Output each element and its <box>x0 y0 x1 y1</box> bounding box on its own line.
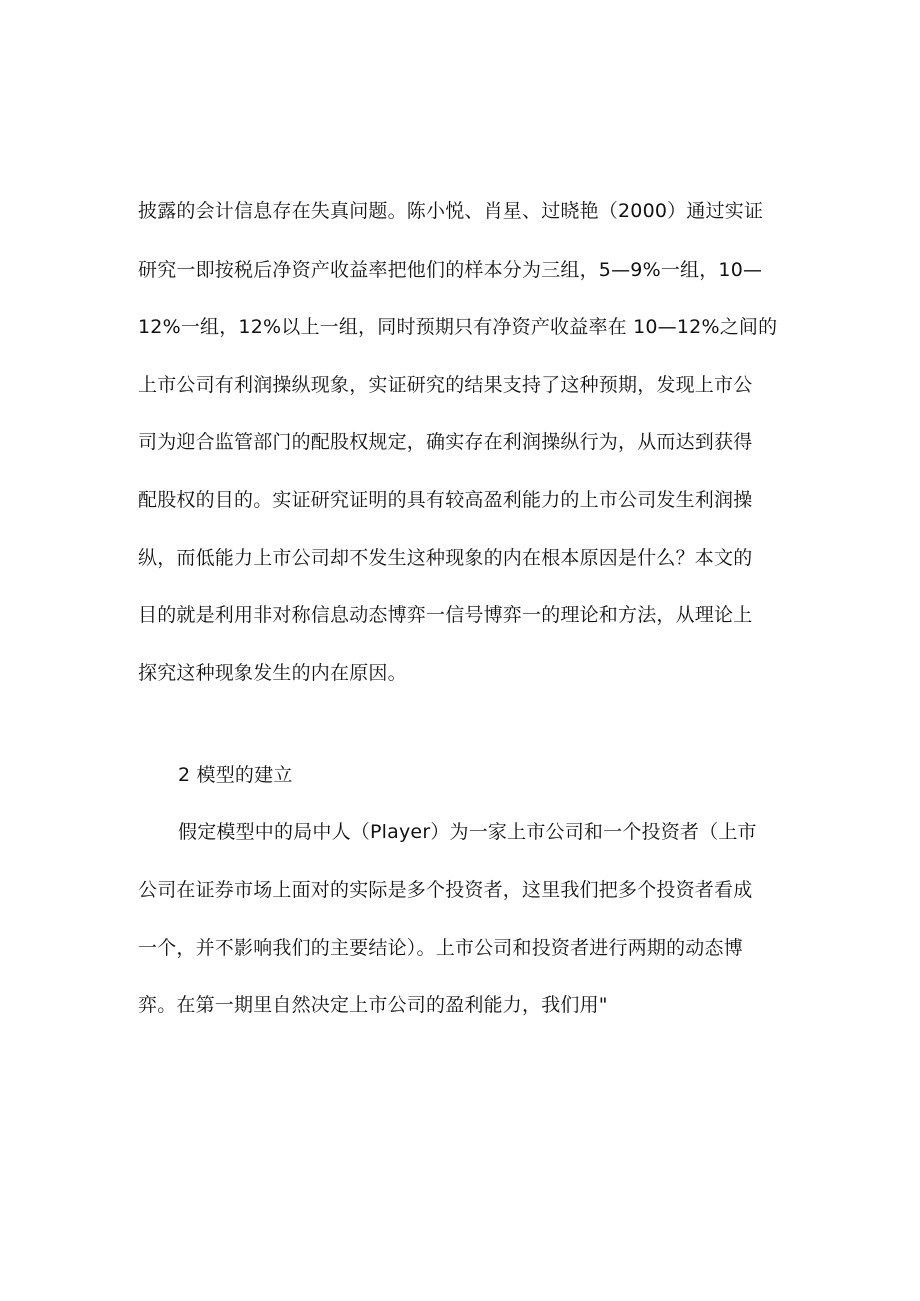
paragraph-1-line-2: 研究一即按税后净资产收益率把他们的样本分为三组，5—9%一组，10— <box>138 259 763 281</box>
paragraph-1-line-7: 纵，而低能力上市公司却不发生这种现象的内在根本原因是什么？本文的 <box>138 547 753 569</box>
paragraph-1-line-9: 探究这种现象发生的内在原因。 <box>138 662 407 684</box>
paragraph-2-line-4: 弈。在第一期里自然决定上市公司的盈利能力，我们用" <box>138 994 608 1016</box>
paragraph-1-line-5: 司为迎合监管部门的配股权规定，确实存在利润操纵行为，从而达到获得 <box>138 431 753 453</box>
section-heading: 2 模型的建立 <box>178 764 293 786</box>
paragraph-2-line-2: 公司在证券市场上面对的实际是多个投资者，这里我们把多个投资者看成 <box>138 879 753 901</box>
paragraph-1-line-4: 上市公司有利润操纵现象，实证研究的结果支持了这种预期，发现上市公 <box>138 374 753 396</box>
paragraph-1-line-3: 12%一组，12%以上一组，同时预期只有净资产收益率在 10—12%之间的 <box>138 316 778 338</box>
paragraph-1-line-8: 目的就是利用非对称信息动态博弈一信号博弈一的理论和方法，从理论上 <box>138 604 753 626</box>
paragraph-2-line-1: 假定模型中的局中人（Player）为一家上市公司和一个投资者（上市 <box>178 821 757 843</box>
paragraph-2-line-3: 一个，并不影响我们的主要结论）。上市公司和投资者进行两期的动态博 <box>138 937 743 959</box>
paragraph-1-line-6: 配股权的目的。实证研究证明的具有较高盈利能力的上市公司发生利润操 <box>138 489 753 511</box>
paragraph-1-line-1: 披露的会计信息存在失真问题。陈小悦、肖星、过晓艳（2000）通过实证 <box>138 200 764 222</box>
